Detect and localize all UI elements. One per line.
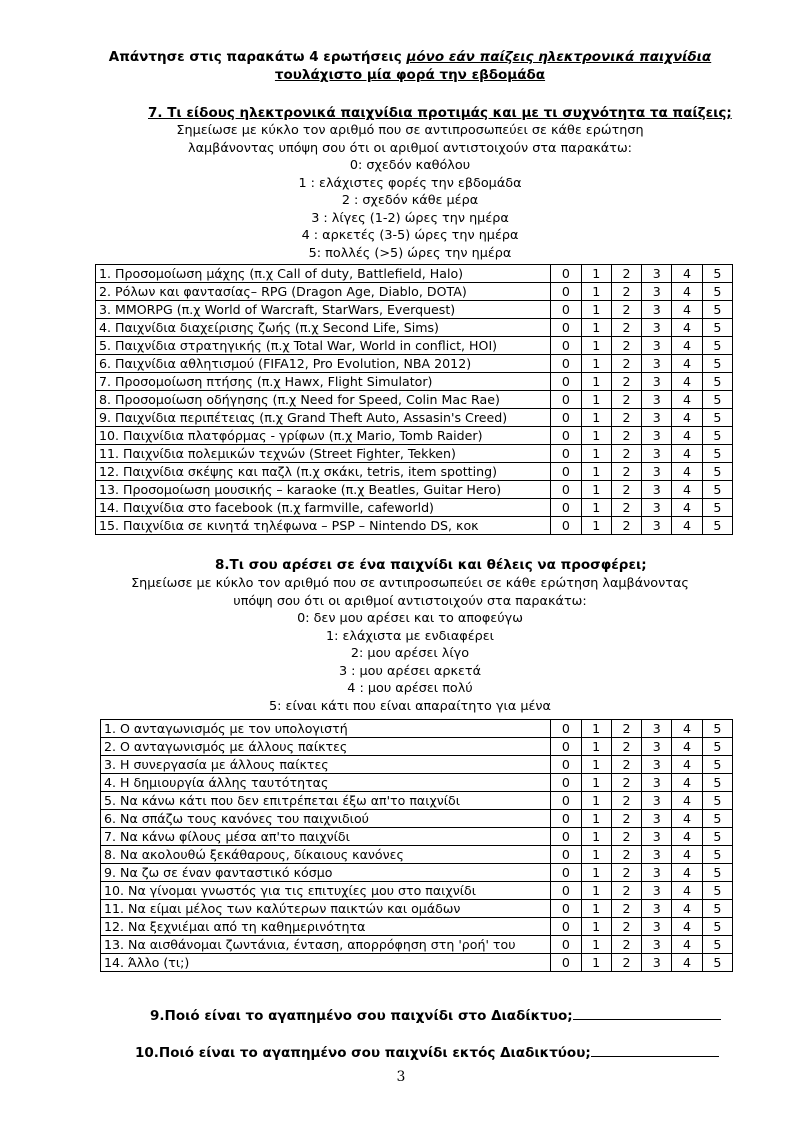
rating-option-2[interactable]: 2: [611, 337, 641, 355]
rating-option-4[interactable]: 4: [672, 283, 702, 301]
rating-option-5[interactable]: 5: [702, 283, 732, 301]
rating-option-1[interactable]: 1: [581, 774, 611, 792]
q9-answer-line[interactable]: [573, 1005, 721, 1020]
rating-option-0[interactable]: 0: [551, 954, 581, 972]
rating-option-5[interactable]: 5: [702, 427, 732, 445]
rating-option-4[interactable]: 4: [672, 738, 702, 756]
rating-option-3[interactable]: 3: [642, 882, 672, 900]
rating-option-0[interactable]: 0: [551, 918, 581, 936]
rating-option-3[interactable]: 3: [642, 481, 672, 499]
rating-option-0[interactable]: 0: [551, 774, 581, 792]
q7-legend-0: 0: σχεδόν καθόλου: [349, 158, 471, 173]
rating-option-0[interactable]: 0: [551, 409, 581, 427]
row-label: 1. Προσομοίωση μάχης (π.χ Call of duty, Battlefield, Halo): [96, 265, 551, 283]
rating-option-3[interactable]: 3: [642, 517, 672, 535]
q8-instructions: [60, 575, 760, 715]
q9-question: [150, 1005, 721, 1024]
row-label: 6. Να σπάζω τους κανόνες του παιχνιδιού: [101, 810, 551, 828]
rating-option-5[interactable]: 5: [702, 373, 732, 391]
rating-option-1[interactable]: 1: [581, 864, 611, 882]
table-row: [96, 283, 733, 301]
rating-option-2[interactable]: 2: [611, 828, 641, 846]
q9-title: 9.Ποιό είναι το αγαπημένο σου παιχνίδι στο Διαδίκτυο;: [150, 1008, 573, 1024]
rating-option-1[interactable]: 1: [581, 481, 611, 499]
rating-option-0[interactable]: 0: [551, 900, 581, 918]
rating-option-3[interactable]: 3: [642, 918, 672, 936]
row-label: 8. Να ακολουθώ ξεκάθαρους, δίκαιους κανόνες: [101, 846, 551, 864]
rating-option-1[interactable]: 1: [581, 792, 611, 810]
table-row: [101, 864, 733, 882]
rating-option-2[interactable]: 2: [611, 864, 641, 882]
row-label: 5. Παιχνίδια στρατηγικής (π.χ Total War, World in conflict, HOI): [96, 337, 551, 355]
table-row: [101, 846, 733, 864]
rating-option-1[interactable]: 1: [581, 499, 611, 517]
rating-option-3[interactable]: 3: [642, 319, 672, 337]
row-label: 11. Να είμαι μέλος των καλύτερων παικτών και ομάδων: [101, 900, 551, 918]
rating-option-5[interactable]: 5: [702, 355, 732, 373]
row-label: 14. Παιχνίδια στο facebook (π.χ farmville, cafeworld): [96, 499, 551, 517]
rating-option-2[interactable]: 2: [611, 517, 641, 535]
row-label: 9. Να ζω σε έναν φανταστικό κόσμο: [101, 864, 551, 882]
row-label: 4. Η δημιουργία άλλης ταυτότητας: [101, 774, 551, 792]
table-row: [101, 774, 733, 792]
rating-option-5[interactable]: 5: [702, 517, 732, 535]
rating-option-2[interactable]: 2: [611, 319, 641, 337]
rating-option-4[interactable]: 4: [672, 427, 702, 445]
rating-option-0[interactable]: 0: [551, 265, 581, 283]
rating-option-2[interactable]: 2: [611, 499, 641, 517]
row-label: 13. Να αισθάνομαι ζωντάνια, ένταση, απορρόφηση στη 'ροή' του: [101, 936, 551, 954]
rating-option-2[interactable]: 2: [611, 373, 641, 391]
rating-option-2[interactable]: 2: [611, 756, 641, 774]
rating-option-4[interactable]: 4: [672, 517, 702, 535]
rating-option-1[interactable]: 1: [581, 954, 611, 972]
rating-option-3[interactable]: 3: [642, 427, 672, 445]
rating-option-2[interactable]: 2: [611, 720, 641, 738]
rating-option-5[interactable]: 5: [702, 936, 732, 954]
table-row: [101, 738, 733, 756]
rating-option-3[interactable]: 3: [642, 463, 672, 481]
table-row: [101, 792, 733, 810]
rating-option-1[interactable]: 1: [581, 756, 611, 774]
intro-emphasis-2: τουλάχιστο μία φορά την εβδομάδα: [274, 67, 546, 83]
row-label: 7. Να κάνω φίλους μέσα απ'το παιχνίδι: [101, 828, 551, 846]
rating-option-4[interactable]: 4: [672, 900, 702, 918]
rating-option-3[interactable]: 3: [642, 828, 672, 846]
rating-option-4[interactable]: 4: [672, 936, 702, 954]
rating-option-5[interactable]: 5: [702, 463, 732, 481]
q7-legend-3: 3 : λίγες (1-2) ώρες την ημέρα: [311, 210, 509, 226]
q7-title: 7. Τι είδους ηλεκτρονικά παιχνίδια προτιμάς και με τι συχνότητα τα παίζεις;: [148, 105, 732, 121]
rating-option-0[interactable]: 0: [551, 427, 581, 445]
table-row: [101, 756, 733, 774]
rating-option-2[interactable]: 2: [611, 918, 641, 936]
table-row: [101, 720, 733, 738]
table-row: [101, 828, 733, 846]
rating-option-0[interactable]: 0: [551, 283, 581, 301]
rating-option-2[interactable]: 2: [611, 445, 641, 463]
rating-option-5[interactable]: 5: [702, 954, 732, 972]
rating-option-0[interactable]: 0: [551, 846, 581, 864]
rating-option-2[interactable]: 2: [611, 409, 641, 427]
rating-option-5[interactable]: 5: [702, 391, 732, 409]
rating-option-3[interactable]: 3: [642, 409, 672, 427]
rating-option-2[interactable]: 2: [611, 936, 641, 954]
intro-note: [60, 48, 760, 84]
q7-legend-5: 5: πολλές (>5) ώρες την ημέρα: [308, 245, 512, 261]
rating-option-4[interactable]: 4: [672, 864, 702, 882]
rating-option-2[interactable]: 2: [611, 792, 641, 810]
rating-option-4[interactable]: 4: [672, 756, 702, 774]
table-row: [101, 900, 733, 918]
rating-option-3[interactable]: 3: [642, 846, 672, 864]
q8-title: 8.Τι σου αρέσει σε ένα παιχνίδι και θέλεις να προσφέρει;: [215, 557, 647, 573]
rating-option-1[interactable]: 1: [581, 301, 611, 319]
table-row: [101, 936, 733, 954]
rating-option-2[interactable]: 2: [611, 810, 641, 828]
rating-option-1[interactable]: 1: [581, 882, 611, 900]
q8-legend-0: 0: δεν μου αρέσει και το αποφεύγω: [297, 611, 523, 626]
table-row: [96, 301, 733, 319]
row-label: 10. Παιχνίδια πλατφόρμας - γρίφων (π.χ Mario, Tomb Raider): [96, 427, 551, 445]
rating-option-5[interactable]: 5: [702, 810, 732, 828]
rating-option-0[interactable]: 0: [551, 445, 581, 463]
rating-option-1[interactable]: 1: [581, 517, 611, 535]
rating-option-1[interactable]: 1: [581, 720, 611, 738]
rating-option-5[interactable]: 5: [702, 918, 732, 936]
rating-option-4[interactable]: 4: [672, 409, 702, 427]
row-label: 14. Άλλο (τι;): [101, 954, 551, 972]
rating-option-4[interactable]: 4: [672, 445, 702, 463]
rating-option-1[interactable]: 1: [581, 391, 611, 409]
q7-instruction-line-2: λαμβάνοντας υπόψη σου ότι οι αριθμοί αντιστοιχούν στα παρακάτω:: [188, 140, 632, 156]
table-row: [96, 409, 733, 427]
rating-option-0[interactable]: 0: [551, 301, 581, 319]
rating-option-1[interactable]: 1: [581, 936, 611, 954]
rating-option-4[interactable]: 4: [672, 720, 702, 738]
rating-option-4[interactable]: 4: [672, 882, 702, 900]
rating-option-4[interactable]: 4: [672, 391, 702, 409]
row-label: 13. Προσομοίωση μουσικής – karaoke (π.χ Beatles, Guitar Hero): [96, 481, 551, 499]
rating-option-5[interactable]: 5: [702, 265, 732, 283]
q10-question: [135, 1042, 719, 1061]
q8-legend-4: 4 : μου αρέσει πολύ: [347, 681, 473, 696]
row-label: 11. Παιχνίδια πολεμικών τεχνών (Street Fighter, Tekken): [96, 445, 551, 463]
rating-option-0[interactable]: 0: [551, 756, 581, 774]
rating-option-3[interactable]: 3: [642, 355, 672, 373]
rating-option-0[interactable]: 0: [551, 738, 581, 756]
rating-option-1[interactable]: 1: [581, 265, 611, 283]
rating-option-2[interactable]: 2: [611, 283, 641, 301]
row-label: 8. Προσομοίωση οδήγησης (π.χ Need for Speed, Colin Mac Rae): [96, 391, 551, 409]
table-row: [96, 319, 733, 337]
rating-option-3[interactable]: 3: [642, 499, 672, 517]
rating-option-0[interactable]: 0: [551, 373, 581, 391]
q7-rating-table: [95, 264, 733, 535]
rating-option-5[interactable]: 5: [702, 738, 732, 756]
rating-option-5[interactable]: 5: [702, 846, 732, 864]
rating-option-1[interactable]: 1: [581, 355, 611, 373]
rating-option-0[interactable]: 0: [551, 864, 581, 882]
rating-option-4[interactable]: 4: [672, 355, 702, 373]
row-label: 2. Ο ανταγωνισμός με άλλους παίκτες: [101, 738, 551, 756]
row-label: 6. Παιχνίδια αθλητισμού (FIFA12, Pro Evolution, NBA 2012): [96, 355, 551, 373]
rating-option-5[interactable]: 5: [702, 756, 732, 774]
q8-legend-2: 2: μου αρέσει λίγο: [350, 646, 470, 661]
q8-rating-table: [100, 719, 733, 972]
rating-option-4[interactable]: 4: [672, 337, 702, 355]
rating-option-1[interactable]: 1: [581, 409, 611, 427]
rating-option-2[interactable]: 2: [611, 900, 641, 918]
rating-option-2[interactable]: 2: [611, 774, 641, 792]
rating-option-0[interactable]: 0: [551, 517, 581, 535]
rating-option-5[interactable]: 5: [702, 720, 732, 738]
rating-option-4[interactable]: 4: [672, 265, 702, 283]
row-label: 15. Παιχνίδια σε κινητά τηλέφωνα – PSP – Nintendo DS, κοκ: [96, 517, 551, 535]
row-label: 10. Να γίνομαι γνωστός για τις επιτυχίες μου στο παιχνίδι: [101, 882, 551, 900]
rating-option-4[interactable]: 4: [672, 774, 702, 792]
rating-option-4[interactable]: 4: [672, 301, 702, 319]
q7-instructions: [60, 122, 760, 262]
table-row: [96, 391, 733, 409]
rating-option-1[interactable]: 1: [581, 738, 611, 756]
rating-option-5[interactable]: 5: [702, 409, 732, 427]
rating-option-1[interactable]: 1: [581, 445, 611, 463]
table-row: [96, 355, 733, 373]
rating-option-3[interactable]: 3: [642, 391, 672, 409]
row-label: 4. Παιχνίδια διαχείρισης ζωής (π.χ Second Life, Sims): [96, 319, 551, 337]
rating-option-0[interactable]: 0: [551, 463, 581, 481]
rating-option-3[interactable]: 3: [642, 337, 672, 355]
rating-option-1[interactable]: 1: [581, 828, 611, 846]
rating-option-5[interactable]: 5: [702, 864, 732, 882]
rating-option-5[interactable]: 5: [702, 319, 732, 337]
table-row: [96, 337, 733, 355]
rating-option-5[interactable]: 5: [702, 774, 732, 792]
row-label: 3. Η συνεργασία με άλλους παίκτες: [101, 756, 551, 774]
q8-legend-1: 1: ελάχιστα με ενδιαφέρει: [325, 628, 494, 644]
table-row: [96, 445, 733, 463]
table-row: [101, 810, 733, 828]
table-row: [96, 517, 733, 535]
page-number: 3: [396, 1069, 406, 1085]
rating-option-1[interactable]: 1: [581, 373, 611, 391]
rating-option-3[interactable]: 3: [642, 373, 672, 391]
rating-option-3[interactable]: 3: [642, 864, 672, 882]
table-row: [101, 954, 733, 972]
row-label: 2. Ρόλων και φαντασίας– RPG (Dragon Age, Diablo, DOTA): [96, 283, 551, 301]
rating-option-4[interactable]: 4: [672, 319, 702, 337]
rating-option-3[interactable]: 3: [642, 810, 672, 828]
rating-option-0[interactable]: 0: [551, 481, 581, 499]
rating-option-2[interactable]: 2: [611, 301, 641, 319]
rating-option-3[interactable]: 3: [642, 301, 672, 319]
q10-answer-line[interactable]: [591, 1042, 719, 1057]
rating-option-2[interactable]: 2: [611, 738, 641, 756]
row-label: 12. Να ξεχνιέμαι από τη καθημερινότητα: [101, 918, 551, 936]
rating-option-1[interactable]: 1: [581, 319, 611, 337]
rating-option-0[interactable]: 0: [551, 810, 581, 828]
rating-option-5[interactable]: 5: [702, 499, 732, 517]
rating-option-3[interactable]: 3: [642, 774, 672, 792]
rating-option-3[interactable]: 3: [642, 445, 672, 463]
row-label: 12. Παιχνίδια σκέψης και παζλ (π.χ σκάκι, tetris, item spotting): [96, 463, 551, 481]
rating-option-3[interactable]: 3: [642, 936, 672, 954]
rating-option-2[interactable]: 2: [611, 463, 641, 481]
rating-option-3[interactable]: 3: [642, 756, 672, 774]
rating-option-4[interactable]: 4: [672, 481, 702, 499]
table-row: [96, 481, 733, 499]
rating-option-5[interactable]: 5: [702, 882, 732, 900]
intro-emphasis: μόνο εάν παίζεις ηλεκτρονικά παιχνίδια: [406, 49, 712, 65]
rating-option-1[interactable]: 1: [581, 337, 611, 355]
q8-instruction-line-2: υπόψη σου ότι οι αριθμοί αντιστοιχούν στα παρακάτω:: [233, 593, 587, 609]
rating-option-5[interactable]: 5: [702, 828, 732, 846]
rating-option-0[interactable]: 0: [551, 499, 581, 517]
rating-option-4[interactable]: 4: [672, 846, 702, 864]
q8-legend-3: 3 : μου αρέσει αρκετά: [338, 663, 482, 679]
table-row: [96, 265, 733, 283]
rating-option-2[interactable]: 2: [611, 481, 641, 499]
rating-option-1[interactable]: 1: [581, 283, 611, 301]
rating-option-4[interactable]: 4: [672, 954, 702, 972]
rating-option-5[interactable]: 5: [702, 900, 732, 918]
rating-option-4[interactable]: 4: [672, 463, 702, 481]
rating-option-4[interactable]: 4: [672, 499, 702, 517]
rating-option-3[interactable]: 3: [642, 283, 672, 301]
table-row: [96, 463, 733, 481]
rating-option-0[interactable]: 0: [551, 882, 581, 900]
table-row: [101, 882, 733, 900]
rating-option-2[interactable]: 2: [611, 265, 641, 283]
rating-option-5[interactable]: 5: [702, 481, 732, 499]
row-label: 5. Να κάνω κάτι που δεν επιτρέπεται έξω απ'το παιχνίδι: [101, 792, 551, 810]
rating-option-5[interactable]: 5: [702, 792, 732, 810]
rating-option-3[interactable]: 3: [642, 900, 672, 918]
table-row: [96, 499, 733, 517]
rating-option-3[interactable]: 3: [642, 265, 672, 283]
rating-option-1[interactable]: 1: [581, 900, 611, 918]
table-row: [96, 427, 733, 445]
rating-option-1[interactable]: 1: [581, 918, 611, 936]
rating-option-2[interactable]: 2: [611, 427, 641, 445]
row-label: 9. Παιχνίδια περιπέτειας (π.χ Grand Theft Auto, Assasin's Creed): [96, 409, 551, 427]
rating-option-2[interactable]: 2: [611, 882, 641, 900]
rating-option-0[interactable]: 0: [551, 391, 581, 409]
rating-option-2[interactable]: 2: [611, 391, 641, 409]
rating-option-4[interactable]: 4: [672, 373, 702, 391]
row-label: 7. Προσομοίωση πτήσης (π.χ Hawx, Flight Simulator): [96, 373, 551, 391]
rating-option-4[interactable]: 4: [672, 918, 702, 936]
rating-option-0[interactable]: 0: [551, 828, 581, 846]
rating-option-1[interactable]: 1: [581, 810, 611, 828]
rating-option-0[interactable]: 0: [551, 792, 581, 810]
q7-legend-2: 2 : σχεδόν κάθε μέρα: [341, 193, 479, 208]
rating-option-5[interactable]: 5: [702, 301, 732, 319]
q10-title: 10.Ποιό είναι το αγαπημένο σου παιχνίδι εκτός Διαδικτύου;: [135, 1045, 591, 1061]
row-label: 3. MMORPG (π.χ World of Warcraft, StarWars, Everquest): [96, 301, 551, 319]
rating-option-1[interactable]: 1: [581, 463, 611, 481]
rating-option-0[interactable]: 0: [551, 720, 581, 738]
rating-option-3[interactable]: 3: [642, 738, 672, 756]
q7-legend-4: 4 : αρκετές (3-5) ώρες την ημέρα: [301, 228, 519, 243]
rating-option-4[interactable]: 4: [672, 810, 702, 828]
rating-option-5[interactable]: 5: [702, 445, 732, 463]
table-row: [101, 918, 733, 936]
q8-legend-5: 5: είναι κάτι που είναι απαραίτητο για μένα: [269, 698, 551, 714]
rating-option-3[interactable]: 3: [642, 792, 672, 810]
rating-option-0[interactable]: 0: [551, 319, 581, 337]
rating-option-0[interactable]: 0: [551, 355, 581, 373]
rating-option-4[interactable]: 4: [672, 828, 702, 846]
rating-option-4[interactable]: 4: [672, 792, 702, 810]
row-label: 1. Ο ανταγωνισμός με τον υπολογιστή: [101, 720, 551, 738]
q8-instruction-line-1: Σημείωσε με κύκλο τον αριθμό που σε αντιπροσωπεύει σε κάθε ερώτηση λαμβάνοντας: [131, 576, 689, 591]
q7-legend-1: 1 : ελάχιστες φορές την εβδομάδα: [298, 175, 522, 191]
rating-option-0[interactable]: 0: [551, 337, 581, 355]
q7-instruction-line-1: Σημείωσε με κύκλο τον αριθμό που σε αντιπροσωπεύει σε κάθε ερώτηση: [176, 123, 644, 138]
rating-option-1[interactable]: 1: [581, 846, 611, 864]
rating-option-2[interactable]: 2: [611, 954, 641, 972]
rating-option-1[interactable]: 1: [581, 427, 611, 445]
intro-text: Απάντησε στις παρακάτω 4 ερωτήσεις: [108, 49, 407, 65]
rating-option-5[interactable]: 5: [702, 337, 732, 355]
rating-option-3[interactable]: 3: [642, 720, 672, 738]
rating-option-3[interactable]: 3: [642, 954, 672, 972]
rating-option-2[interactable]: 2: [611, 846, 641, 864]
table-row: [96, 373, 733, 391]
rating-option-2[interactable]: 2: [611, 355, 641, 373]
rating-option-0[interactable]: 0: [551, 936, 581, 954]
